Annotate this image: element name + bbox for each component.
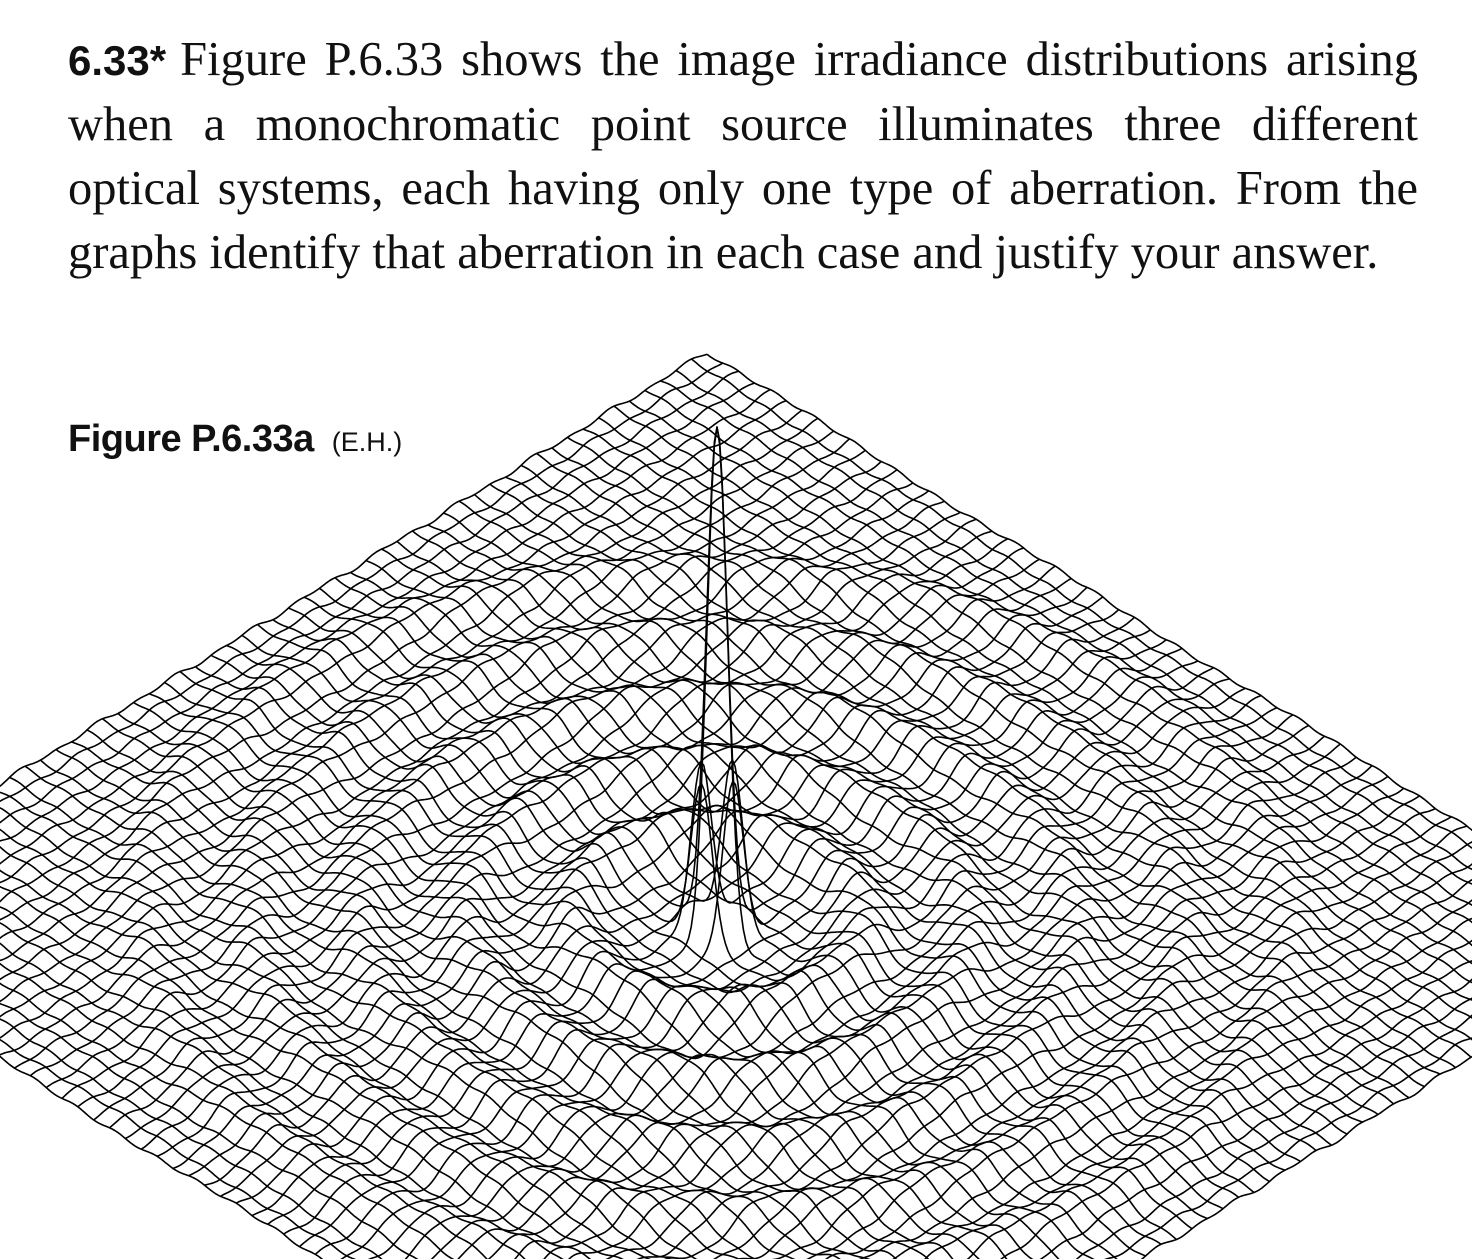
mesh-line-u <box>692 359 1472 954</box>
mesh-line-u <box>211 655 1161 1244</box>
mesh-line-u <box>118 714 1068 1259</box>
mesh-line-v <box>205 617 1135 1185</box>
mesh-line-u <box>320 588 1270 1181</box>
mesh-line-u <box>614 406 1472 1002</box>
mesh-line-v <box>15 501 945 1068</box>
mesh-line-v <box>30 512 960 1075</box>
mesh-line-v <box>0 470 897 1038</box>
mesh-line-u <box>10 777 960 1259</box>
mesh-line-u <box>661 381 1472 974</box>
mesh-line-u <box>72 742 1022 1259</box>
mesh-line-v <box>537 826 1467 1259</box>
mesh-line-u <box>56 750 1006 1259</box>
mesh-line-v <box>553 837 1472 1259</box>
mesh-line-u <box>506 477 1456 1067</box>
mesh-line-u <box>0 885 789 1259</box>
problem-text: Figure P.6.33 shows the image irradiance distributions arising when a monochromatic point source illuminates three different optical systems, each having only one type of aberration. From the graphs identify that aberration in each case and justify your answer. <box>68 33 1418 279</box>
figure-credit: (E.H.) <box>331 427 403 457</box>
problem-number: 6.33* <box>68 37 167 84</box>
figure-label: Figure P.6.33a <box>68 418 314 460</box>
mesh-line-u <box>552 448 1472 1039</box>
mesh-line-v <box>458 777 1388 1259</box>
mesh-line-u <box>475 495 1425 1087</box>
surface-mesh <box>0 354 1472 1259</box>
mesh-line-v <box>0 439 850 1009</box>
mesh-line-v <box>46 519 976 1087</box>
mesh-line-v <box>0 390 770 960</box>
